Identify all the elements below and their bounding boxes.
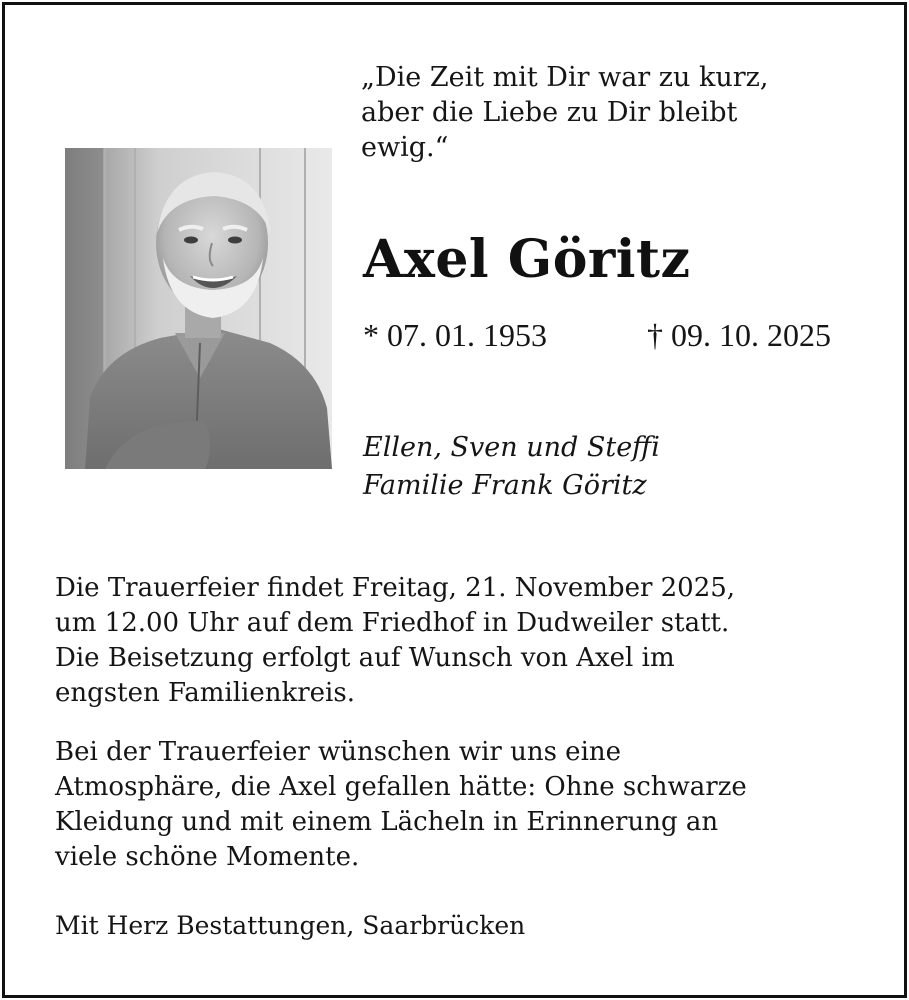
deceased-name: Axel Göritz — [363, 229, 691, 290]
birth-date: * 07. 01. 1953 — [363, 317, 547, 353]
text-line: Kleidung und mit einem Lächeln in Erinnerung an — [55, 807, 719, 837]
quote-line: aber die Liebe zu Dir bleibt — [361, 97, 738, 128]
quote-line: „Die Zeit mit Dir war zu kurz, — [361, 62, 769, 93]
memorial-quote — [361, 60, 881, 165]
mourners — [363, 429, 883, 505]
death-date: † 09. 10. 2025 — [647, 317, 831, 353]
text-line: viele schöne Momente. — [55, 842, 360, 872]
portrait-image — [65, 148, 332, 469]
mourner-line: Familie Frank Göritz — [363, 470, 647, 501]
text-line: Bei der Trauerfeier wünschen wir uns eine — [55, 737, 622, 767]
funeral-home: Mit Herz Bestattungen, Saarbrücken — [55, 911, 526, 940]
text-line: engsten Familienkreis. — [55, 678, 355, 708]
text-line: Die Trauerfeier findet Freitag, 21. November 2025, — [55, 573, 736, 603]
text-line: Atmosphäre, die Axel gefallen hätte: Ohne schwarze — [55, 772, 747, 802]
obituary-notice — [2, 2, 907, 998]
dress-code-note — [55, 735, 885, 875]
text-line: um 12.00 Uhr auf dem Friedhof in Dudweiler statt. — [55, 608, 730, 638]
mourner-line: Ellen, Sven und Steffi — [363, 432, 660, 463]
quote-line: ewig.“ — [361, 132, 449, 163]
portrait-photo — [65, 148, 332, 469]
text-line: Die Beisetzung erfolgt auf Wunsch von Axel im — [55, 643, 675, 673]
funeral-details — [55, 571, 885, 711]
